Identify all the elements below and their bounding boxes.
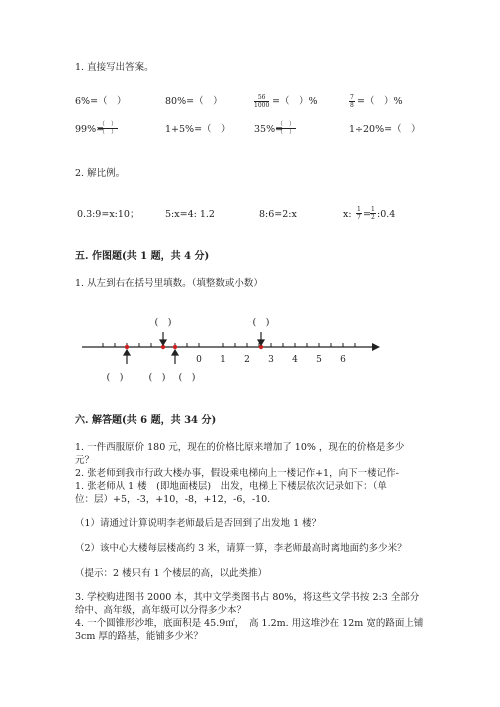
q2-item-d-fraction2 (370, 206, 376, 221)
answer-blanks (107, 317, 270, 383)
q1-row2-c-fraction (276, 121, 296, 136)
fraction-numerator: （ ） (99, 121, 118, 128)
tick-label: 6 (340, 355, 346, 365)
number-line-arrowhead (372, 343, 380, 351)
tick-label: 1 (220, 355, 226, 365)
fraction-numerator: 7 (350, 94, 354, 101)
section5-q1-text: 1. 从左到右在括号里填数。（填整数或小数） (75, 278, 263, 289)
q2-item-c: 8:6=2:x (259, 209, 297, 220)
q1-row2-a-pre: 99%= (75, 124, 105, 135)
q1-row1-d-tail: =（ ）% (357, 96, 403, 107)
fraction-numerator: 1 (371, 206, 375, 213)
q1-row2-a-fraction (98, 121, 118, 136)
fraction-denominator: 1000 (254, 102, 270, 109)
section6-hint: （提示：2 楼只有 1 个楼层的高，以此类推） (75, 568, 268, 579)
section6-line: 1. 张老师从 1 楼 (即地面楼层) 出发，电梯上下楼层依次记录如下：（单 (75, 481, 387, 492)
section6-line: 元？ (75, 455, 95, 466)
q1-row1-c-tail: =（ ）% (272, 96, 318, 107)
top-blank: ( ) (154, 317, 172, 328)
section5-heading: 五. 作图题(共 1 题，共 4 分) (75, 251, 210, 262)
q1-row1-d-fraction (349, 94, 355, 109)
section6-heading: 六. 解答题(共 6 题，共 34 分) (75, 415, 217, 426)
point-marker (125, 345, 129, 349)
q1-row1-a: 6%=（ ） (75, 96, 127, 107)
tick-label: 0 (196, 355, 202, 365)
bottom-blank: ( ) (178, 372, 196, 383)
q2-item-d-pre: x: (343, 209, 352, 220)
q1-row1-b: 80%=（ ） (165, 96, 223, 107)
tick-label: 3 (268, 355, 274, 365)
tick-label: 5 (316, 355, 322, 365)
fraction-denominator: 7 (357, 214, 361, 221)
q1-row2-c-pre: 35%= (254, 124, 284, 135)
top-blank: ( ) (252, 317, 270, 328)
q1-title: 1. 直接写出答案。 (75, 62, 154, 73)
fraction-numerator: 56 (254, 94, 269, 102)
tick-marks (103, 343, 355, 347)
bottom-blank: ( ) (148, 372, 166, 383)
q2-item-a: 0.3:9=x:10； (77, 209, 140, 220)
q1-row1-c-fraction (254, 94, 269, 109)
section6-line: 3cm 厚的路基，能铺多少米？ (75, 631, 203, 642)
q2-title: 2. 解比例。 (75, 168, 126, 179)
q2-item-b: 5:x=4: 1.2 (165, 209, 215, 220)
bottom-blank: ( ) (106, 372, 124, 383)
section6-line: 位：层）+5，-3，+10，-8，+12，-6，-10. (75, 494, 271, 505)
q2-item-d-fraction1 (356, 206, 362, 221)
q1-row2-d: 1÷20%=（ ） (349, 124, 421, 135)
fraction-numerator: （ ） (277, 121, 296, 128)
up-arrows (124, 350, 178, 364)
fraction-denominator: （ ） (99, 129, 118, 136)
section6-sub2: （2）该中心大楼每层楼高约 3 米，请算一算，李老师最高时离地面约多少米？ (75, 543, 407, 554)
section6-line: 1. 一件西服原价 180 元，现在的价格比原来增加了 10% ，现在的价格是多少 (75, 442, 405, 453)
q2-item-d-tail: :0.4 (377, 209, 396, 220)
section6-line: 给中、高年级，高年级可以分得多少本？ (75, 605, 247, 616)
fraction-denominator: 8 (350, 102, 354, 109)
tick-labels (196, 355, 346, 365)
fraction-denominator: 2 (371, 214, 375, 221)
section6-line: 4. 一个圆锥形沙堆，底面积是 45.9㎡， 高 1.2m. 用这堆沙在 12m 宽的路面上铺 (75, 618, 424, 629)
point-marker (173, 345, 177, 349)
q1-row2-b: 1+5%=（ ） (165, 124, 231, 135)
section6-sub1: （1）请通过计算说明李老师最后是否回到了出发地 1 楼？ (75, 518, 322, 529)
tick-label: 4 (292, 355, 298, 365)
down-arrows (160, 332, 264, 345)
fraction-denominator: （ ） (277, 129, 296, 136)
section6-line: 2. 张老师到我市行政大楼办事，假设乘电梯向上一楼记作+1，向下一楼记作- (75, 468, 399, 479)
number-line-diagram (70, 312, 390, 388)
tick-label: 2 (244, 355, 250, 365)
fraction-numerator: 1 (357, 206, 361, 213)
section6-line: 3. 学校购进图书 2000 本，其中文学类图书占 80%，将这些文学书按 2:3 全部分 (75, 592, 420, 603)
q2-item-d-mid: = (363, 209, 371, 220)
